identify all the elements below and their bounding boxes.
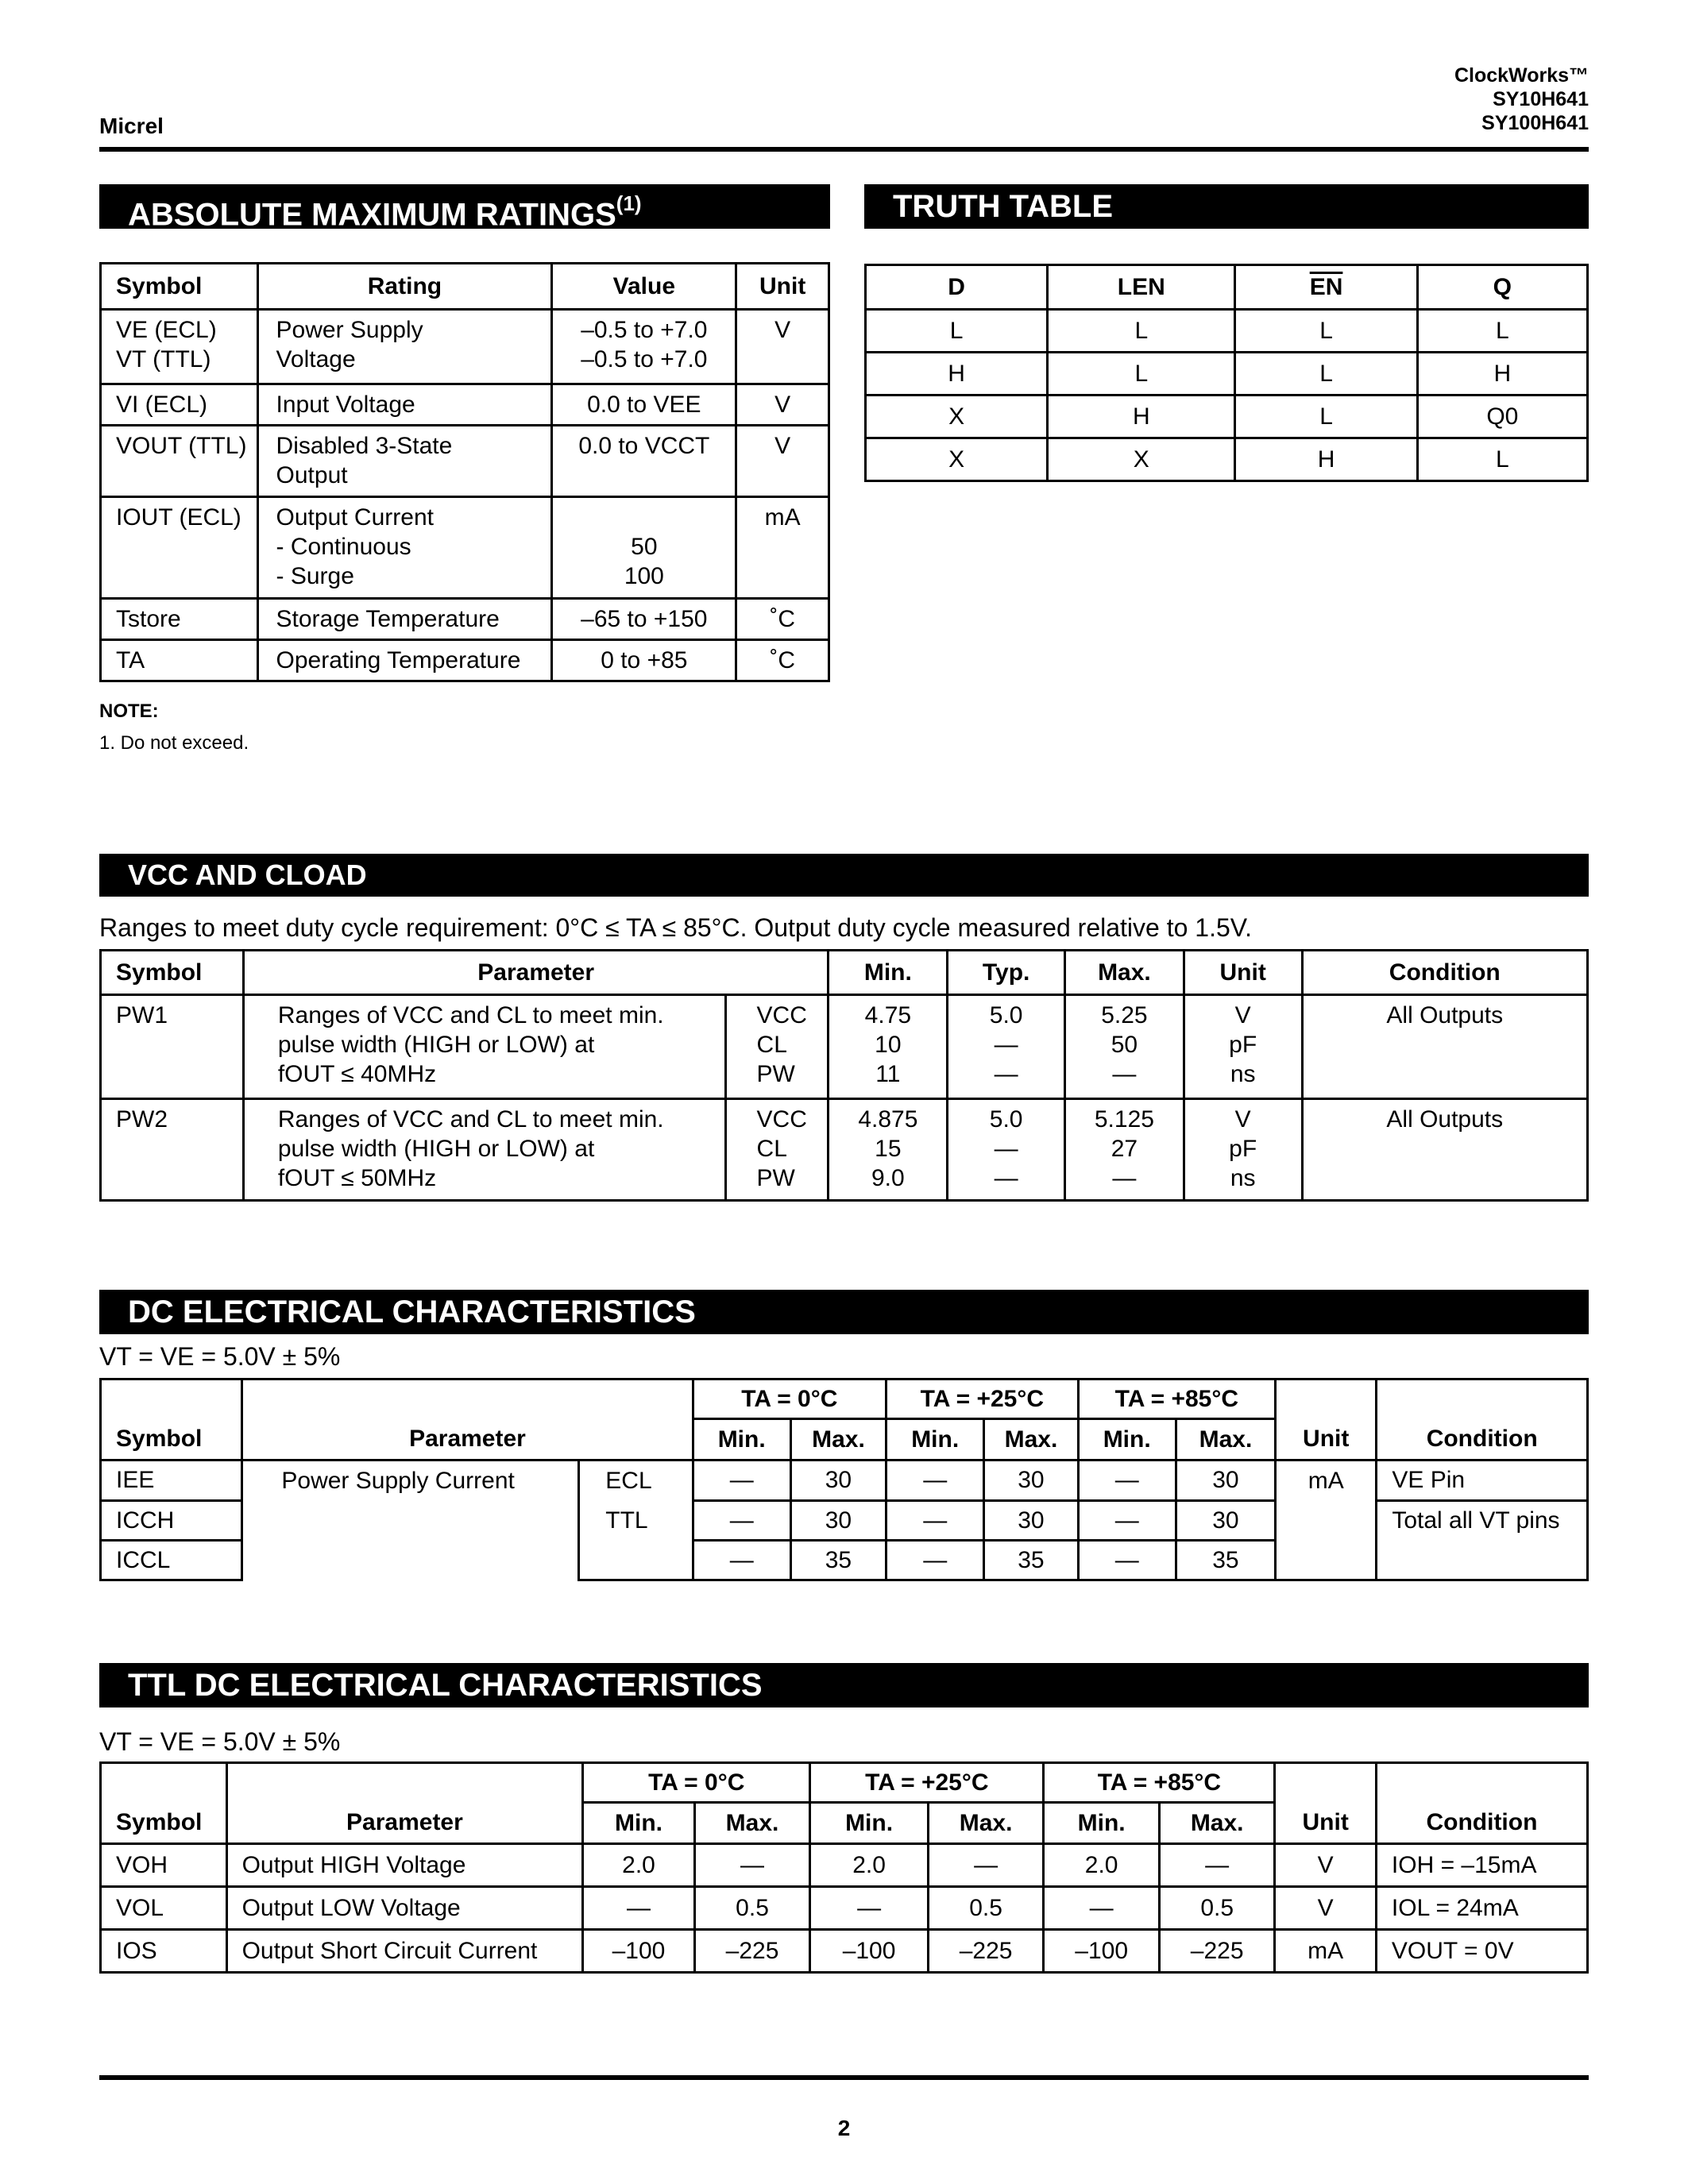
truth-cell: L — [1417, 438, 1587, 481]
table-row — [101, 1844, 1588, 1887]
sub-param: CL — [756, 1136, 787, 1162]
value-cell — [553, 503, 735, 532]
symbol-cell: Tstore — [116, 606, 181, 632]
ttl-header-row — [101, 1803, 1588, 1844]
min-cell: 11 — [875, 1061, 901, 1087]
value-cell: — — [1078, 1501, 1176, 1541]
value-cell: 30 — [1176, 1461, 1275, 1501]
unit-cell: mA — [1275, 1930, 1376, 1973]
abs-max-title-bar — [99, 184, 830, 233]
vcc-col-max: Max. — [1065, 951, 1184, 995]
unit-cell: mA — [1276, 1461, 1377, 1580]
table-row — [101, 599, 829, 640]
product-id-1: SY10H641 — [1493, 88, 1589, 110]
abs-max-col-value: Value — [552, 264, 736, 310]
rating-cell: Voltage — [276, 346, 356, 372]
abs-max-table — [99, 262, 830, 682]
value-cell: — — [693, 1461, 790, 1501]
table-row — [101, 1099, 1588, 1201]
ttl-temp-header-row — [101, 1763, 1588, 1803]
symbol-cell: PW1 — [116, 1002, 168, 1028]
abs-max-title: ABSOLUTE MAXIMUM RATINGS — [128, 197, 616, 233]
dc-title-bar — [99, 1290, 1589, 1334]
param-line: pulse width (HIGH or LOW) at — [277, 1032, 595, 1058]
unit-cell: pF — [1229, 1032, 1257, 1058]
truth-table — [864, 264, 1589, 482]
rating-cell: Power Supply — [276, 317, 423, 343]
unit-cell: ns — [1230, 1165, 1256, 1191]
max-cell: 50 — [1111, 1032, 1138, 1058]
value-cell: 2.0 — [810, 1844, 929, 1887]
dc-col-unit: Unit — [1276, 1419, 1377, 1461]
value-cell: — — [694, 1844, 810, 1887]
ttl-temp-0c: TA = 0°C — [583, 1763, 810, 1803]
symbol-cell: IOS — [101, 1930, 227, 1973]
sub-param — [579, 1541, 693, 1580]
note-title: NOTE: — [99, 700, 159, 722]
truth-header-row — [866, 265, 1588, 310]
unit-cell: V — [1275, 1887, 1376, 1930]
rating-cell: Input Voltage — [276, 392, 415, 418]
ttl-temp-85c: TA = +85°C — [1044, 1763, 1275, 1803]
min-cell: 15 — [875, 1136, 902, 1162]
unit-cell: V — [774, 317, 791, 343]
product-id-2: SY100H641 — [1481, 112, 1589, 134]
table-row — [101, 995, 1588, 1099]
ttl-title: TTL DC ELECTRICAL CHARACTERISTICS — [128, 1668, 763, 1703]
value-cell: –65 to +150 — [581, 606, 708, 632]
value-cell: –100 — [583, 1930, 695, 1973]
dc-temp-25c: TA = +25°C — [886, 1379, 1079, 1419]
value-cell: –100 — [1044, 1930, 1160, 1973]
unit-cell: pF — [1229, 1136, 1257, 1162]
rating-cell: Output Current — [276, 504, 434, 531]
truth-col-en: $\overline{EN}$ — [1235, 265, 1417, 310]
truth-cell: L — [1235, 310, 1417, 353]
dc-col-max: Max. — [790, 1419, 886, 1461]
value-cell: –0.5 to +7.0 — [581, 317, 708, 343]
dc-col-min: Min. — [886, 1419, 984, 1461]
truth-cell: L — [1048, 353, 1235, 396]
value-cell: 2.0 — [583, 1844, 695, 1887]
table-row — [101, 1930, 1588, 1973]
value-cell: 0 to +85 — [601, 647, 688, 673]
value-cell: –0.5 to +7.0 — [581, 346, 708, 372]
typ-cell: — — [994, 1136, 1018, 1162]
sub-param: PW — [756, 1061, 795, 1087]
symbol-cell: VI (ECL) — [116, 392, 208, 418]
page-number: 2 — [837, 2116, 851, 2140]
value-cell: — — [1078, 1541, 1176, 1580]
table-row — [101, 1461, 1588, 1501]
dc-intro: VT = VE = 5.0V ± 5% — [99, 1342, 341, 1371]
truth-cell: H — [1048, 396, 1235, 438]
vcc-header-row — [101, 951, 1588, 995]
param-line: pulse width (HIGH or LOW) at — [277, 1136, 595, 1162]
condition-cell: IOH = –15mA — [1376, 1844, 1587, 1887]
truth-col-len: LEN — [1048, 265, 1235, 310]
table-row — [101, 426, 829, 497]
value-cell: –225 — [1159, 1930, 1275, 1973]
rating-cell: - Surge — [276, 563, 354, 589]
unit-cell: ns — [1230, 1061, 1256, 1087]
value-cell: 100 — [624, 563, 664, 589]
table-row — [101, 310, 829, 384]
value-cell: — — [1078, 1461, 1176, 1501]
value-cell: 0.5 — [1159, 1887, 1275, 1930]
ttl-title-bar — [99, 1663, 1589, 1707]
value-cell: –225 — [694, 1930, 810, 1973]
value-cell: — — [693, 1501, 790, 1541]
truth-cell: X — [866, 396, 1048, 438]
vcc-col-typ: Typ. — [948, 951, 1065, 995]
ttl-col-max: Max. — [694, 1803, 810, 1844]
value-cell: 30 — [1176, 1501, 1275, 1541]
sub-param: VCC — [756, 1002, 807, 1028]
symbol-cell: VE (ECL) — [116, 317, 217, 343]
value-cell: 0.5 — [928, 1887, 1044, 1930]
ttl-temp-25c: TA = +25°C — [810, 1763, 1044, 1803]
value-cell: –100 — [810, 1930, 929, 1973]
table-row — [866, 353, 1588, 396]
unit-cell: ˚C — [770, 647, 795, 673]
value-cell: 0.0 to VCCT — [578, 433, 710, 459]
unit-cell: V — [1275, 1844, 1376, 1887]
value-cell: 30 — [790, 1461, 886, 1501]
symbol-cell: VT (TTL) — [116, 346, 211, 372]
param-line: fOUT ≤ 50MHz — [277, 1165, 437, 1191]
ttl-col-max: Max. — [1159, 1803, 1275, 1844]
truth-cell: H — [1417, 353, 1587, 396]
ttl-col-symbol: Symbol — [101, 1803, 227, 1844]
table-row — [101, 497, 829, 599]
truth-table-title-bar — [864, 184, 1589, 229]
param-line: fOUT ≤ 40MHz — [277, 1061, 437, 1087]
ttl-intro: VT = VE = 5.0V ± 5% — [99, 1727, 341, 1756]
truth-cell: H — [866, 353, 1048, 396]
table-row — [101, 1887, 1588, 1930]
dc-col-condition: Condition — [1377, 1419, 1588, 1461]
abs-max-col-rating: Rating — [257, 264, 552, 310]
symbol-cell: VOH — [101, 1844, 227, 1887]
vcc-col-min: Min. — [829, 951, 948, 995]
symbol-cell: IEE — [101, 1461, 242, 1501]
value-cell: — — [1159, 1844, 1275, 1887]
max-cell: 5.125 — [1094, 1106, 1154, 1133]
min-cell: 9.0 — [871, 1165, 905, 1191]
value-cell: 50 — [631, 534, 658, 560]
ttl-col-min: Min. — [1044, 1803, 1160, 1844]
abs-max-col-symbol: Symbol — [101, 264, 258, 310]
max-cell: 27 — [1111, 1136, 1138, 1162]
unit-cell: mA — [764, 504, 801, 531]
value-cell: — — [693, 1541, 790, 1580]
dc-title: DC ELECTRICAL CHARACTERISTICS — [128, 1295, 696, 1329]
param-cell: Output LOW Voltage — [226, 1887, 583, 1930]
symbol-cell: TA — [116, 647, 145, 673]
vcc-col-unit: Unit — [1184, 951, 1302, 995]
symbol-cell: ICCH — [101, 1501, 242, 1541]
vcc-col-condition: Condition — [1302, 951, 1587, 995]
truth-col-q: Q — [1417, 265, 1587, 310]
rating-cell: Disabled 3-State — [276, 433, 453, 459]
dc-temp-header-row — [101, 1379, 1588, 1419]
value-cell: 35 — [1176, 1541, 1275, 1580]
rating-cell: Output — [276, 462, 348, 488]
product-ids — [1454, 64, 1589, 135]
ttl-col-min: Min. — [810, 1803, 929, 1844]
value-cell: 30 — [984, 1501, 1078, 1541]
sub-param: ECL — [579, 1461, 693, 1501]
table-row — [101, 384, 829, 426]
condition-cell: VOUT = 0V — [1376, 1930, 1587, 1973]
sub-param: VCC — [756, 1106, 807, 1133]
condition-cell: All Outputs — [1386, 1002, 1504, 1028]
unit-cell: V — [1234, 1002, 1251, 1028]
min-cell: 4.75 — [864, 1002, 912, 1028]
symbol-cell: VOL — [101, 1887, 227, 1930]
truth-cell: H — [1235, 438, 1417, 481]
typ-cell: 5.0 — [989, 1106, 1023, 1133]
vcc-col-symbol: Symbol — [101, 951, 244, 995]
condition-cell: VE Pin — [1377, 1461, 1588, 1501]
vcc-title-bar — [99, 854, 1589, 897]
value-cell: 35 — [984, 1541, 1078, 1580]
dc-col-max: Max. — [1176, 1419, 1275, 1461]
value-cell: — — [1044, 1887, 1160, 1930]
condition-cell: All Outputs — [1386, 1106, 1504, 1133]
dc-col-min: Min. — [693, 1419, 790, 1461]
table-row — [866, 310, 1588, 353]
typ-cell: — — [994, 1165, 1018, 1191]
param-line: Ranges of VCC and CL to meet min. — [277, 1002, 664, 1028]
param-cell: Power Supply Current — [242, 1461, 579, 1580]
value-cell: 35 — [790, 1541, 886, 1580]
unit-cell: V — [1234, 1106, 1251, 1133]
symbol-cell: ICCL — [101, 1541, 242, 1580]
ttl-col-parameter: Parameter — [226, 1803, 583, 1844]
dc-col-parameter: Parameter — [242, 1419, 693, 1461]
rating-cell: Storage Temperature — [276, 606, 500, 632]
dc-col-max: Max. — [984, 1419, 1078, 1461]
note-text: 1. Do not exceed. — [99, 732, 249, 754]
condition-cell — [1377, 1541, 1588, 1580]
value-cell: — — [928, 1844, 1044, 1887]
value-cell: — — [886, 1501, 984, 1541]
min-cell: 4.875 — [858, 1106, 918, 1133]
condition-cell: Total all VT pins — [1377, 1501, 1588, 1541]
value-cell: 0.5 — [694, 1887, 810, 1930]
dc-table — [99, 1378, 1589, 1581]
symbol-cell: IOUT (ECL) — [116, 504, 241, 531]
value-cell: — — [583, 1887, 695, 1930]
symbol-cell: PW2 — [116, 1106, 168, 1133]
sub-param: TTL — [579, 1501, 693, 1541]
typ-cell: — — [994, 1061, 1018, 1087]
param-line: Ranges of VCC and CL to meet min. — [277, 1106, 664, 1133]
max-cell: — — [1112, 1061, 1137, 1087]
dc-temp-0c: TA = 0°C — [693, 1379, 886, 1419]
truth-cell: X — [1048, 438, 1235, 481]
ttl-col-min: Min. — [583, 1803, 695, 1844]
max-cell: 5.25 — [1101, 1002, 1148, 1028]
rating-cell: Operating Temperature — [276, 647, 521, 673]
product-brand: ClockWorks™ — [1454, 64, 1589, 87]
abs-max-header-row — [101, 264, 829, 310]
vcc-table — [99, 949, 1589, 1202]
abs-max-col-unit: Unit — [736, 264, 829, 310]
truth-cell: L — [1235, 353, 1417, 396]
param-cell: Output Short Circuit Current — [226, 1930, 583, 1973]
sub-param: CL — [756, 1032, 787, 1058]
value-cell: 30 — [790, 1501, 886, 1541]
value-cell: — — [886, 1461, 984, 1501]
ttl-table — [99, 1761, 1589, 1974]
value-cell: 2.0 — [1044, 1844, 1160, 1887]
table-row — [866, 396, 1588, 438]
unit-cell: V — [774, 433, 791, 459]
symbol-cell: VOUT (TTL) — [116, 433, 247, 459]
vcc-title: VCC AND CLOAD — [128, 859, 367, 891]
truth-cell: Q0 — [1417, 396, 1587, 438]
truth-cell: L — [1235, 396, 1417, 438]
company-name: Micrel — [99, 114, 164, 138]
truth-cell: L — [866, 310, 1048, 353]
dc-col-min: Min. — [1078, 1419, 1176, 1461]
value-cell: –225 — [928, 1930, 1044, 1973]
rating-cell: - Continuous — [276, 534, 411, 560]
dc-col-symbol: Symbol — [101, 1419, 242, 1461]
truth-cell: X — [866, 438, 1048, 481]
value-cell: — — [810, 1887, 929, 1930]
footer-rule — [99, 2075, 1589, 2080]
min-cell: 10 — [875, 1032, 902, 1058]
table-row — [101, 640, 829, 681]
ttl-col-condition: Condition — [1376, 1803, 1587, 1844]
unit-cell: ˚C — [770, 606, 795, 632]
vcc-col-parameter: Parameter — [243, 951, 829, 995]
unit-cell: V — [774, 392, 791, 418]
typ-cell: 5.0 — [989, 1002, 1023, 1028]
ttl-col-unit: Unit — [1275, 1803, 1376, 1844]
header-rule — [99, 147, 1589, 152]
truth-table-title: TRUTH TABLE — [893, 189, 1113, 224]
table-row — [866, 438, 1588, 481]
value-cell: 30 — [984, 1461, 1078, 1501]
dc-temp-85c: TA = +85°C — [1078, 1379, 1276, 1419]
sub-param: PW — [756, 1165, 795, 1191]
condition-cell: IOL = 24mA — [1376, 1887, 1587, 1930]
typ-cell: — — [994, 1032, 1018, 1058]
value-cell: — — [886, 1541, 984, 1580]
truth-cell: L — [1417, 310, 1587, 353]
vcc-intro: Ranges to meet duty cycle requirement: 0°C ≤ TA ≤ 85°C. Output duty cycle measured relative to 1.5V. — [99, 913, 1253, 942]
param-cell: Output HIGH Voltage — [226, 1844, 583, 1887]
dc-header-row — [101, 1419, 1588, 1461]
ttl-col-max: Max. — [928, 1803, 1044, 1844]
truth-cell: L — [1048, 310, 1235, 353]
value-cell: 0.0 to VEE — [587, 392, 701, 418]
truth-col-d: D — [866, 265, 1048, 310]
abs-max-title-sup: (1) — [616, 191, 642, 215]
max-cell: — — [1112, 1165, 1137, 1191]
